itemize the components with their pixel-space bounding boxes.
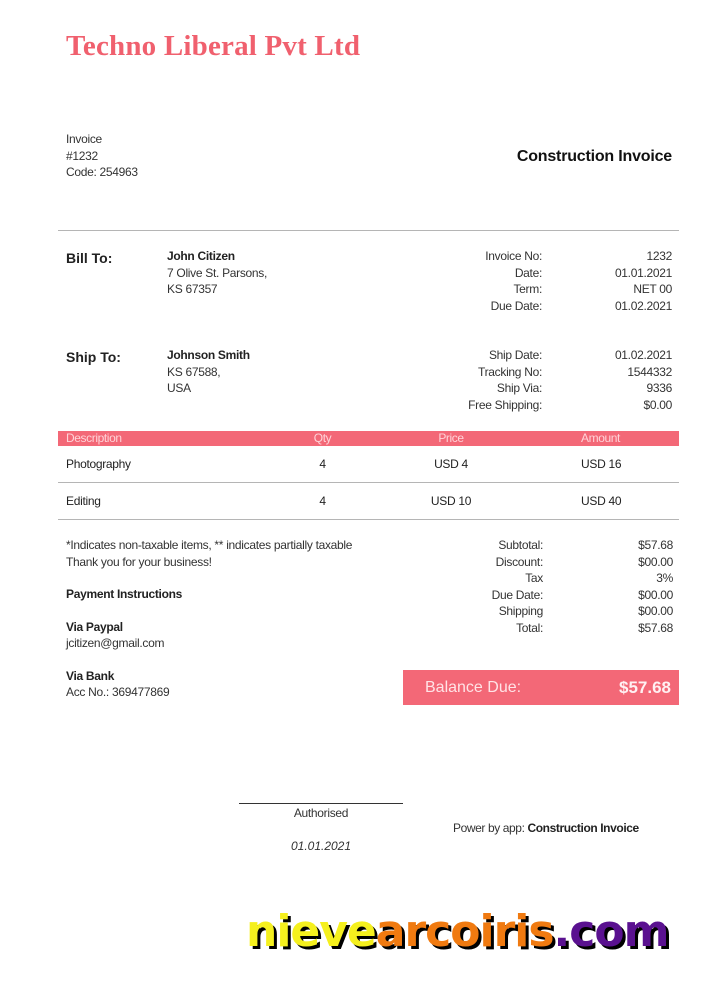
invoice-meta: [66, 131, 138, 181]
shipping-details: [382, 347, 672, 413]
detail-row: [382, 364, 672, 381]
watermark-part1: nieve: [246, 906, 376, 957]
cell-qty: 4: [319, 494, 326, 508]
balance-due-amount: $57.68: [619, 677, 671, 697]
signature-line: [239, 803, 403, 804]
company-name: Techno Liberal Pvt Ltd: [66, 30, 361, 62]
cell-amount: USD 16: [581, 457, 622, 471]
notes-section: [66, 537, 352, 701]
detail-value: 1544332: [627, 364, 672, 379]
cell-amount: USD 40: [581, 494, 622, 508]
detail-row: [382, 380, 672, 397]
detail-key: Tracking No:: [478, 364, 542, 379]
totals-key: Tax: [525, 571, 543, 585]
signature-label: Authorised: [293, 806, 349, 820]
detail-value: 01.02.2021: [614, 298, 672, 313]
totals-row: [388, 620, 673, 637]
watermark-part3: .com: [553, 906, 669, 957]
invoice-code: Code: 254963: [66, 165, 138, 179]
paypal-title: Via Paypal: [66, 619, 123, 634]
table-header: [58, 431, 679, 446]
detail-row: [382, 347, 672, 364]
detail-row: [382, 298, 672, 315]
cell-price: USD 10: [430, 494, 472, 508]
tax-note: *Indicates non-taxable items, ** indicates partially taxable: [66, 538, 353, 552]
totals-value: 3%: [656, 571, 673, 585]
detail-value: 9336: [646, 381, 672, 395]
bill-to-address-line2: KS 67357: [167, 282, 218, 296]
paypal-email[interactable]: jcitizen@gmail.com: [66, 636, 165, 650]
detail-row: [382, 248, 672, 265]
invoice-number: #1232: [66, 148, 98, 163]
detail-key: Ship Date:: [488, 348, 542, 362]
powered-prefix: Power by app:: [453, 821, 525, 835]
bill-to-name: John Citizen: [167, 249, 235, 263]
divider: [58, 230, 679, 231]
totals-value: $00.00: [638, 604, 673, 618]
document-title: Construction Invoice: [516, 148, 672, 165]
header-qty: Qty: [313, 431, 332, 445]
cell-description: Photography: [66, 457, 131, 471]
totals-key: Total:: [516, 620, 543, 635]
detail-value: $0.00: [643, 397, 672, 412]
bank-title: Via Bank: [66, 668, 115, 683]
header-price: Price: [438, 431, 464, 445]
detail-row: [382, 397, 672, 414]
detail-row: [382, 281, 672, 298]
ship-to-address-line1: KS 67588,: [167, 364, 221, 379]
totals-row: [388, 537, 673, 554]
totals-key: Subtotal:: [498, 538, 543, 552]
detail-key: Invoice No:: [485, 249, 542, 263]
signature-date: 01.01.2021: [290, 839, 352, 853]
balance-due-label: Balance Due:: [425, 678, 522, 696]
ship-to-address-line2: USA: [167, 381, 191, 395]
table-row: [58, 446, 679, 483]
detail-key: Term:: [513, 282, 542, 296]
totals-value: $00.00: [638, 587, 673, 602]
bill-to-label: Bill To:: [66, 250, 113, 266]
items-table: [58, 431, 679, 520]
powered-app-name: Construction Invoice: [527, 821, 639, 835]
detail-value: 1232: [646, 249, 672, 263]
bank-account: Acc No.: 369477869: [66, 685, 170, 699]
totals-value: $00.00: [638, 554, 673, 569]
cell-qty: 4: [319, 457, 326, 471]
invoice-label: Invoice: [66, 132, 102, 146]
detail-value: 01.01.2021: [614, 265, 672, 280]
watermark-part2: arcoiris: [375, 906, 554, 957]
ship-to-block: [167, 347, 250, 397]
totals-key: Due Date:: [491, 587, 543, 602]
totals-section: [388, 537, 673, 636]
totals-row: [388, 570, 673, 587]
totals-value: $57.68: [638, 538, 673, 552]
header-description: Description: [66, 431, 122, 445]
detail-key: Ship Via:: [496, 381, 542, 395]
invoice-details: [382, 248, 672, 314]
detail-key: Due Date:: [490, 298, 542, 313]
totals-row: [388, 587, 673, 604]
header-amount: Amount: [581, 431, 620, 445]
totals-key: Discount:: [495, 554, 543, 569]
cell-price: USD 4: [434, 457, 468, 471]
detail-key: Date:: [514, 265, 542, 280]
ship-to-label: Ship To:: [66, 349, 121, 365]
ship-to-name: Johnson Smith: [167, 348, 250, 362]
bill-to-block: [167, 248, 267, 298]
table-row: [58, 483, 679, 520]
bill-to-address-line1: 7 Olive St. Parsons,: [167, 265, 268, 280]
totals-row: [388, 554, 673, 571]
payment-instructions-title: Payment Instructions: [66, 587, 183, 601]
totals-row: [388, 603, 673, 620]
totals-value: $57.68: [638, 620, 673, 635]
totals-key: Shipping: [498, 604, 543, 618]
detail-row: [382, 265, 672, 282]
cell-description: Editing: [66, 494, 101, 508]
detail-value: NET 00: [633, 282, 672, 296]
powered-by: [453, 821, 639, 835]
thank-you-note: Thank you for your business!: [66, 554, 212, 569]
watermark-logo: [246, 906, 668, 957]
detail-key: Free Shipping:: [468, 397, 542, 412]
detail-value: 01.02.2021: [614, 348, 672, 362]
balance-due-banner: [403, 670, 679, 705]
